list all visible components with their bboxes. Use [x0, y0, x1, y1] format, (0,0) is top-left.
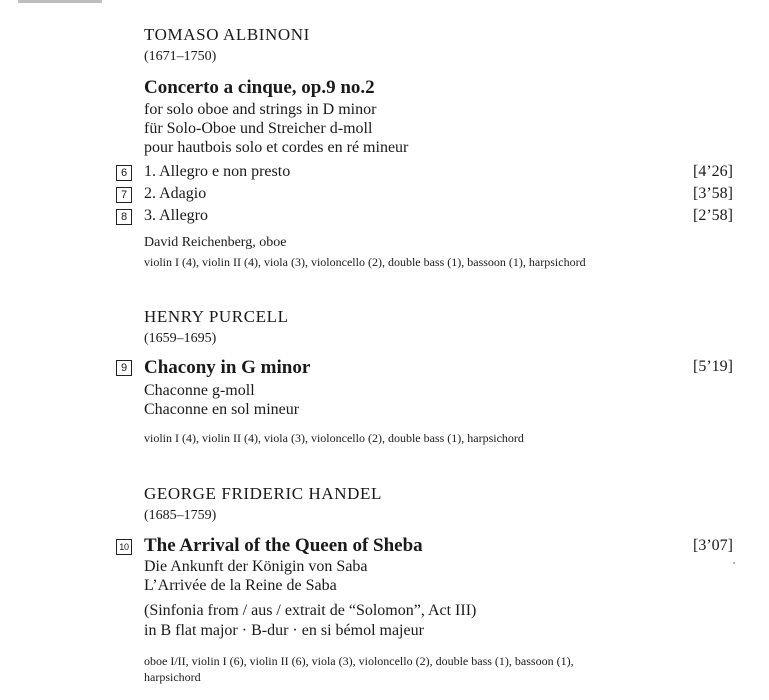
track-duration: [5’19] [693, 358, 733, 375]
movement-title: 3. Allegro [144, 207, 208, 224]
track-duration: [3’58] [693, 185, 733, 202]
top-edge-bar [18, 0, 102, 3]
track-duration: [2’58] [693, 207, 733, 224]
track-number-box: 10 [116, 539, 132, 555]
composer-dates: (1671–1750) [144, 49, 217, 64]
composer-name: HENRY PURCELL [144, 307, 289, 326]
work-title: The Arrival of the Queen of Sheba [144, 535, 423, 556]
work-title: Chacony in G minor [144, 357, 311, 378]
composer-dates: (1659–1695) [144, 331, 217, 346]
work-subtitle-de: für Solo-Oboe und Streicher d-moll [144, 120, 373, 137]
work-source-note: (Sinfonia from / aus / extrait de “Solomon”, Act III) [144, 602, 477, 619]
track-number-box: 8 [116, 209, 132, 225]
movement-title: 1. Allegro e non presto [144, 163, 291, 180]
movement-title: 2. Adagio [144, 185, 207, 202]
composer-dates: (1685–1759) [144, 508, 217, 523]
instrumentation: violin I (4), violin II (4), viola (3), violoncello (2), double bass (1), harpsichord [144, 431, 524, 445]
work-title: Concerto a cinque, op.9 no.2 [144, 77, 375, 98]
work-subtitle-fr: Chaconne en sol mineur [144, 401, 300, 418]
print-speck [733, 562, 735, 564]
track-number-box: 9 [116, 360, 132, 376]
work-key: in B flat major · B-dur · en si bémol majeur [144, 622, 424, 639]
work-subtitle-de: Die Ankunft der Königin von Saba [144, 558, 368, 575]
work-subtitle-de: Chaconne g-moll [144, 382, 255, 399]
soloist: David Reichenberg, oboe [144, 235, 287, 250]
composer-name: GEORGE FRIDERIC HANDEL [144, 484, 382, 503]
instrumentation: oboe I/II, violin I (6), violin II (6), viola (3), violoncello (2), double bass (1), bassoon (1), [144, 654, 574, 668]
track-duration: [3’07] [693, 537, 733, 554]
instrumentation: violin I (4), violin II (4), viola (3), violoncello (2), double bass (1), bassoon (1), harpsichord [144, 255, 586, 269]
instrumentation: harpsichord [144, 670, 201, 684]
composer-name: TOMASO ALBINONI [144, 25, 310, 44]
work-subtitle-fr: pour hautbois solo et cordes en ré mineur [144, 139, 409, 156]
work-subtitle-fr: L’Arrivée de la Reine de Saba [144, 577, 337, 594]
track-number-box: 6 [116, 165, 132, 181]
track-duration: [4’26] [693, 163, 733, 180]
track-number-box: 7 [116, 187, 132, 203]
work-subtitle-en: for solo oboe and strings in D minor [144, 101, 377, 118]
